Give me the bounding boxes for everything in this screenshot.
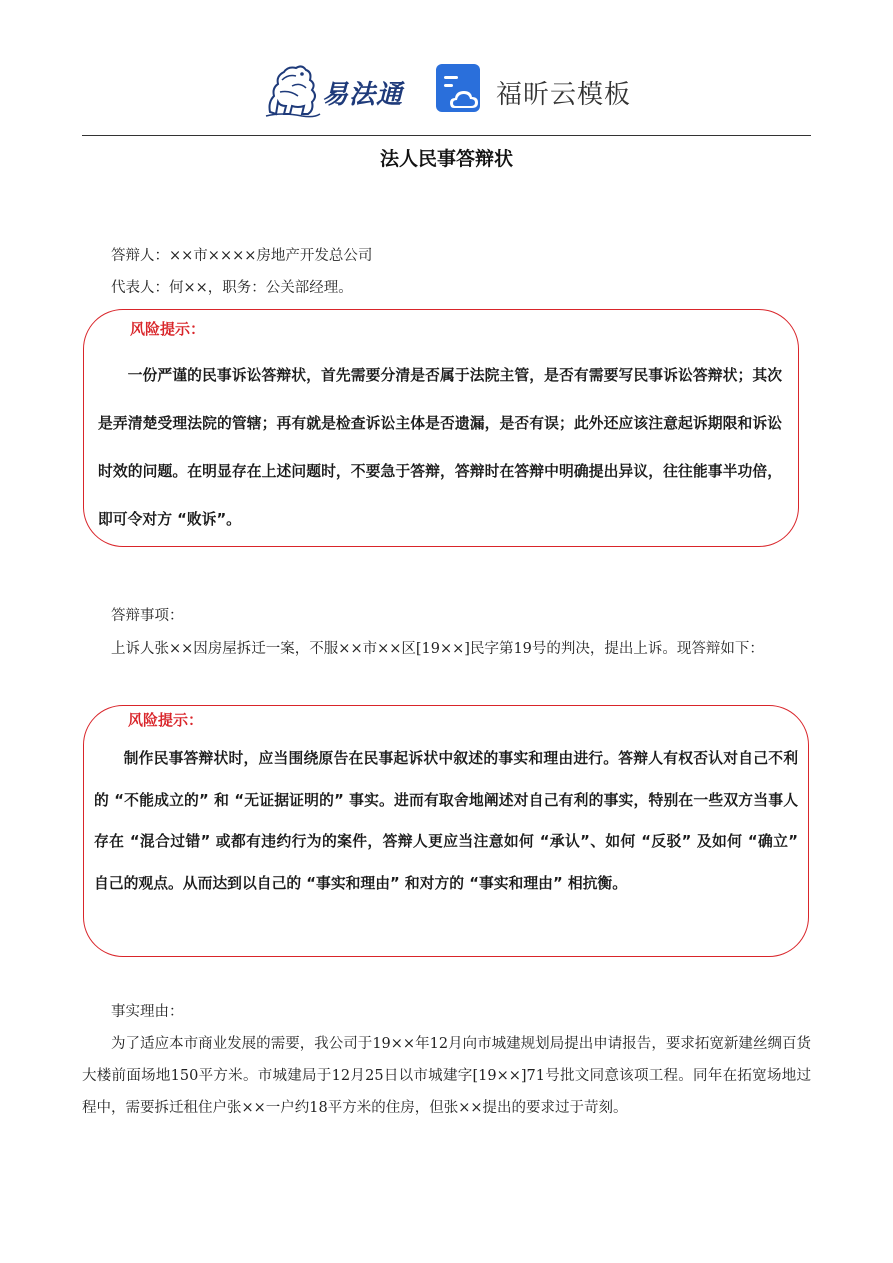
representative-line: 代表人：何××，职务：公关部经理。 bbox=[111, 280, 353, 296]
page-header bbox=[0, 58, 893, 128]
logo2-text: 福昕云模板 bbox=[496, 80, 632, 110]
header-divider bbox=[82, 135, 811, 136]
risk-tip-text: 一份严谨的民事诉讼答辩状，首先需要分清是否属于法院主管，是否有需要写民事诉讼答辩状；其次是弄清楚受理法院的管辖；再有就是检查诉讼主体是否遗漏，是否有误；此外还应该注意起诉期限和诉讼时效的问题。在明显存在上述问题时，不要急于答辩，答辩时在答辩中明确提出异议，往往能事半功倍，即可令对方 “败诉”。 bbox=[98, 367, 782, 528]
risk-tip-text: 制作民事答辩状时，应当围绕原告在民事起诉状中叙述的事实和理由进行。答辩人有权否认对自己不利的 “不能成立的” 和 “无证据证明的” 事实。进而有取舍地阐述对自己有利的事实，特别在一些双方当事人存在 “混合过错” 或都有违约行为的案件，答辩人更应当注意如何 “承认”、如何 “反驳” 及如何 “确立” 自己的观点。从而达到以自己的 “事实和理由” 和对方的 “事实和理由” 相抗衡。 bbox=[94, 750, 798, 892]
matters-heading: 答辩事项： bbox=[111, 608, 184, 624]
risk-tip-box-1 bbox=[83, 309, 799, 547]
cloud-document-icon bbox=[436, 64, 484, 114]
risk-tip-heading: 风险提示： bbox=[130, 320, 206, 338]
qilin-logo-icon bbox=[262, 62, 324, 120]
risk-tip-box-2 bbox=[83, 705, 809, 957]
logo1-text: 易法通 bbox=[322, 80, 404, 110]
risk-tip-heading: 风险提示： bbox=[128, 711, 204, 729]
yifatong-logo bbox=[262, 62, 412, 120]
matters-text: 上诉人张××因房屋拆迁一案，不服××市××区[19××]民字第19号的判决，提出上诉。现答辩如下： bbox=[111, 641, 764, 657]
document-title: 法人民事答辩状 bbox=[379, 148, 513, 170]
facts-text: 为了适应本市商业发展的需要，我公司于19××年12月向市城建规划局提出申请报告，要求拓宽新建丝绸百货大楼前面场地150平方米。市城建局于12月25日以市城建字[19××]71号批文同意该项工程。同年在拓宽场地过程中，需要拆迁租住户张××一户约18平方米的住房，但张××提出的要求过于苛刻。 bbox=[82, 1036, 811, 1116]
facts-heading: 事实理由： bbox=[111, 1004, 184, 1020]
respondent-line: 答辩人：××市××××房地产开发总公司 bbox=[111, 248, 373, 264]
